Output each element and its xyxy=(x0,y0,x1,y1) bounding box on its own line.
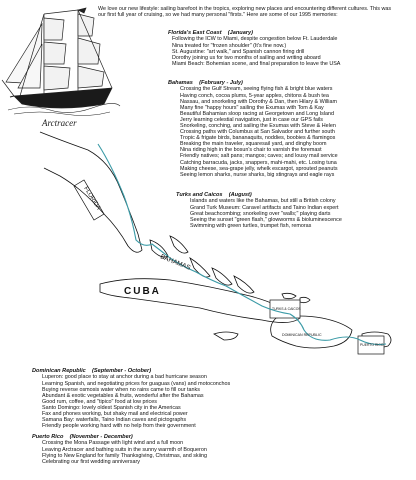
memory-line: Islands and waters like the Bahamas, but still a British colony xyxy=(190,198,336,205)
map-label-puerto-rico: PUERTO RICO xyxy=(360,343,384,347)
section-heading: Florida's East Coast (January) xyxy=(168,30,253,36)
memory-line: Tropic & frigate birds, bananaquits, noddies, boobies & flamingos xyxy=(180,135,336,142)
memory-line: Leaving Arctracer and bathing suits in the sunny warmth of Boqueron xyxy=(42,446,207,453)
intro-paragraph: We love our new lifestyle: sailing barefoot in the tropics, exploring new places and encountering different cultures. This was our first full year of cruising, so we had many personal "firsts." Here are some of our 1995 memories: xyxy=(98,6,392,19)
memory-line: Jerry learning celestial navigation, just in case our GPS fails xyxy=(180,116,323,123)
memory-line: Many fine "happy hours" sailing the Exumas with Tom & Kay xyxy=(180,104,324,111)
memory-line: Buying reverse osmosis water when no rains came to fill our tanks xyxy=(42,386,200,393)
memory-line: Swimming with green turtles, trumpet fish, remoras xyxy=(190,222,312,229)
map-label-bahamas: BAHAMAS xyxy=(159,253,192,272)
memory-line: Fax and phones working, but shaky mail and electrical power xyxy=(42,410,188,417)
memory-line: St. Augustine: "art walk," and Spanish cannon firing drill xyxy=(172,48,305,55)
memory-line: Snorkeling, conching, and sailing the Exumas with Steve & Helen xyxy=(180,122,336,129)
memory-line: Seeing the sunset "green flash," glowworms & bioluminescence xyxy=(190,216,342,223)
section-florida xyxy=(168,30,340,67)
section-heading: Puerto Rico (November - December) xyxy=(32,434,133,440)
section-puerto-rico xyxy=(32,434,207,465)
memory-line: Friendly natives; salt pans; mangos; caves; and lousy mail service xyxy=(180,153,338,160)
memory-line: Following the ICW to Miami, despite congestion below Ft. Lauderdale xyxy=(172,36,338,43)
section-dominican-republic xyxy=(32,368,230,429)
memory-line: Miami Beach: Bohemian scene, and final preparation to leave the USA xyxy=(172,60,341,67)
section-heading: Dominican Republic (September - October) xyxy=(32,368,152,374)
memory-line: Abundant & exotic vegetables & fruits, wonderful after the Bahamas xyxy=(42,392,204,399)
sailing-ship-drawing xyxy=(2,8,120,116)
memory-line: Catching barracuda, jacks, snappers, mahi-mahi, etc. Losing tuna xyxy=(180,159,337,166)
memory-line: Luperon: good place to stay at anchor during a bad hurricane season xyxy=(42,374,207,381)
map-label-florida: FLORIDA xyxy=(82,185,102,212)
memory-line: Breaking the main traveler, squaresail yard, and dinghy boom xyxy=(180,141,327,148)
section-bahamas xyxy=(168,80,338,178)
map-label-turks: TURKS & CAICOS xyxy=(272,307,301,311)
memory-line: Grand Turk Museum: Caravel artifacts and Taino Indian expert xyxy=(190,204,339,211)
map-label-cuba: CUBA xyxy=(124,286,161,297)
memory-line: Celebrating our first wedding anniversary xyxy=(42,458,140,465)
memory-line: Crossing the Mona Passage with light wind and a full moon xyxy=(42,440,184,447)
memory-line: Friendly people working hard with no help from their government xyxy=(42,423,196,430)
memory-line: Making cheese, sea-grape jelly, whelk escargot, sprouted peanuts xyxy=(180,165,338,172)
memory-line: Flying to New England for family Thanksgiving, Christmas, and skiing xyxy=(42,452,207,459)
section-heading: Bahamas (February - July) xyxy=(168,80,243,86)
memory-line: Nina treated for "frozen shoulder" (It's fine now.) xyxy=(172,42,287,49)
memory-line: Seeing lemon sharks, nurse sharks, big stingrays and eagle rays xyxy=(180,171,335,178)
memory-line: Good rum, coffee, and "tipico" food at low prices xyxy=(42,398,157,405)
section-turks-caicos xyxy=(176,192,342,229)
map-label-dominican: DOMINICAN REPUBLIC xyxy=(282,333,322,337)
memory-line: Having conch, cocoa plums, 5-year apples, chitons & bush tea xyxy=(180,92,329,99)
memory-line: Samana Bay: waterfalls, Taino Indian caves and pictographs xyxy=(42,417,187,424)
memory-line: Nassau, and snorkeling with Dorothy & Dan, then Hilary & William xyxy=(180,98,337,105)
memory-line: Santo Domingo: lovely oldest Spanish city in the Americas xyxy=(42,404,181,411)
section-heading: Turks and Caicos (August) xyxy=(176,192,252,198)
hispaniola-outline xyxy=(271,316,352,348)
ship-name-caption: Arctracer xyxy=(42,118,77,128)
memory-line: Nina riding high in the bosun's chair to varnish the foremast xyxy=(180,147,322,154)
memory-line: Crossing the Gulf Stream, seeing flying fish & bright blue waters xyxy=(180,86,333,93)
memory-line: Beautiful Bahamian sloop racing at Georgetown and Long Island xyxy=(180,110,335,117)
memory-line: Crossing paths with Columbus at San Salvador and further south xyxy=(180,129,335,136)
memory-line: Dorothy joining us for two months of sailing and writing aboard xyxy=(172,54,321,61)
memory-line: Learning Spanish, and negotiating prices for guaguas (vans) and motoconchos xyxy=(42,380,231,387)
memory-line: Great beachcombing; snorkeling over "walls;" playing darts xyxy=(190,210,331,217)
